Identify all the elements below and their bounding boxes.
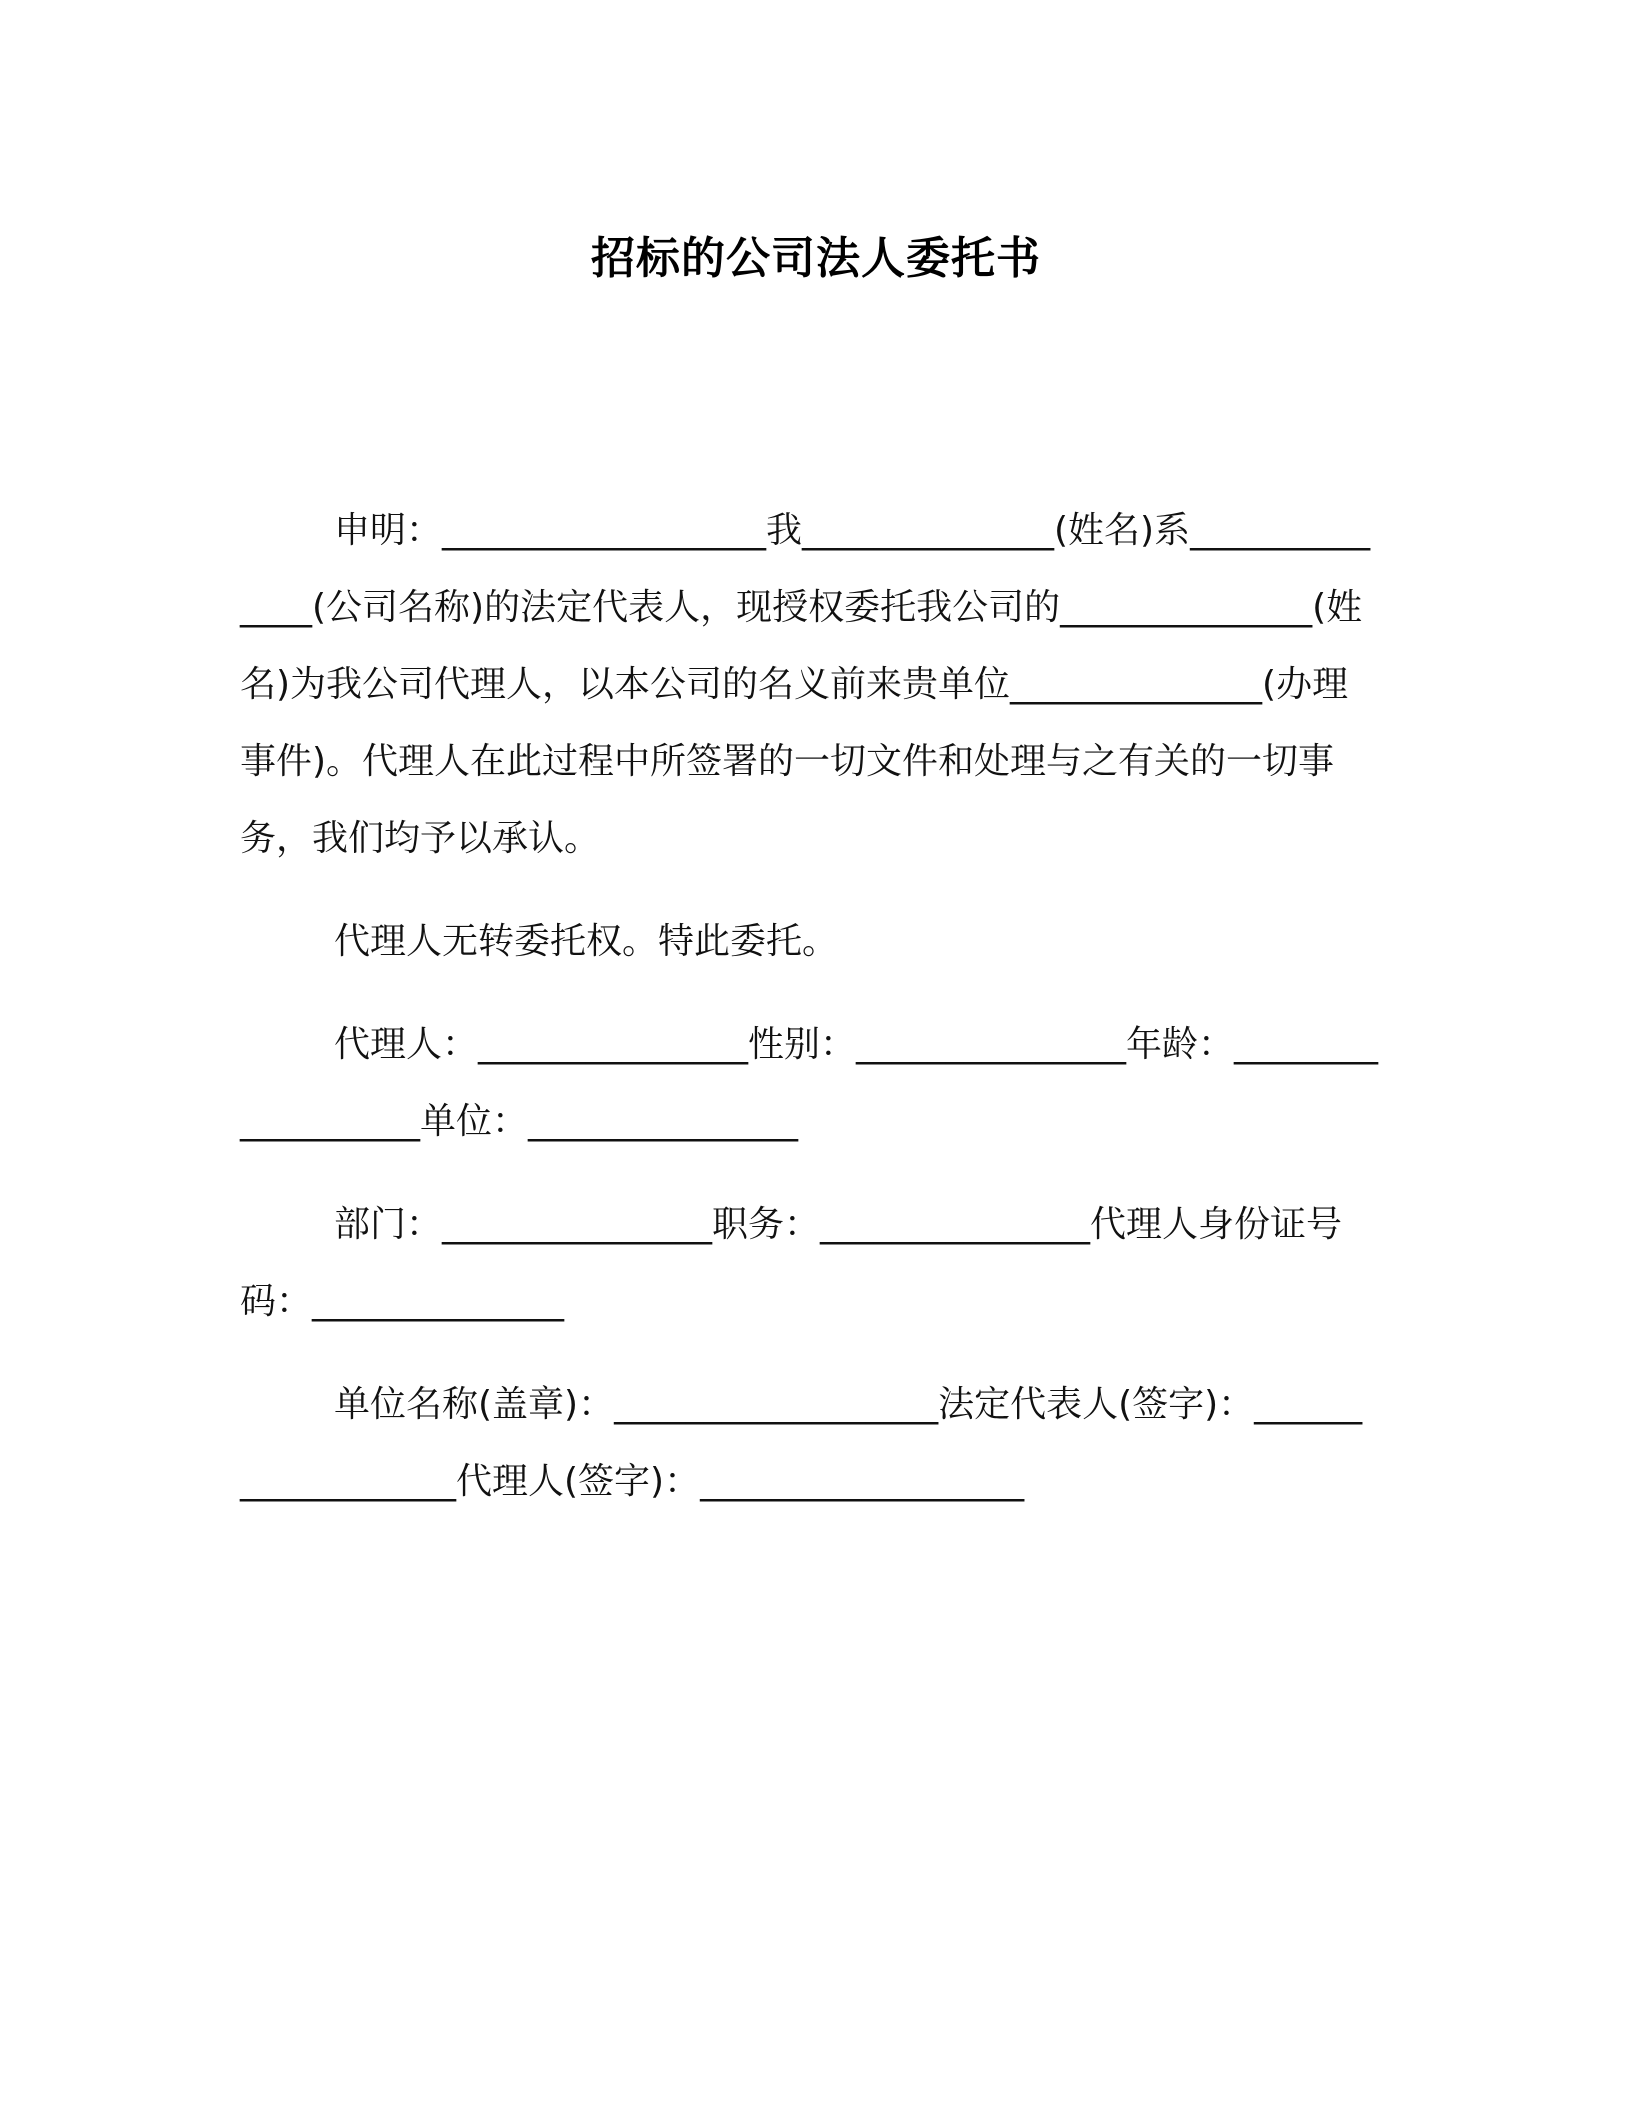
signature-paragraph: 单位名称(盖章)：__________________法定代表人(签字)：__________________代理人(签字)：__________________: [240, 1384, 1363, 1502]
department-info-paragraph: 部门：_______________职务：_______________代理人身份证号码：______________: [240, 1204, 1343, 1322]
document-body: [240, 492, 1380, 1546]
declaration-paragraph: 申明：__________________我______________(姓名)系______________(公司名称)的法定代表人，现授权委托我公司的______________(姓名)为我公司代理人，以本公司的名义前来贵单位______________(办理事件)。代理人在此过程中所签署的一切文件和处理与之有关的一切事务，我们均予以承认。: [240, 510, 1371, 859]
agent-info-paragraph: 代理人：_______________性别：_______________年龄：__________________单位：_______________: [240, 1024, 1379, 1142]
no-sub-delegation-paragraph: 代理人无转委托权。特此委托。: [334, 921, 839, 962]
document-title: 招标的公司法人委托书: [591, 233, 1041, 284]
